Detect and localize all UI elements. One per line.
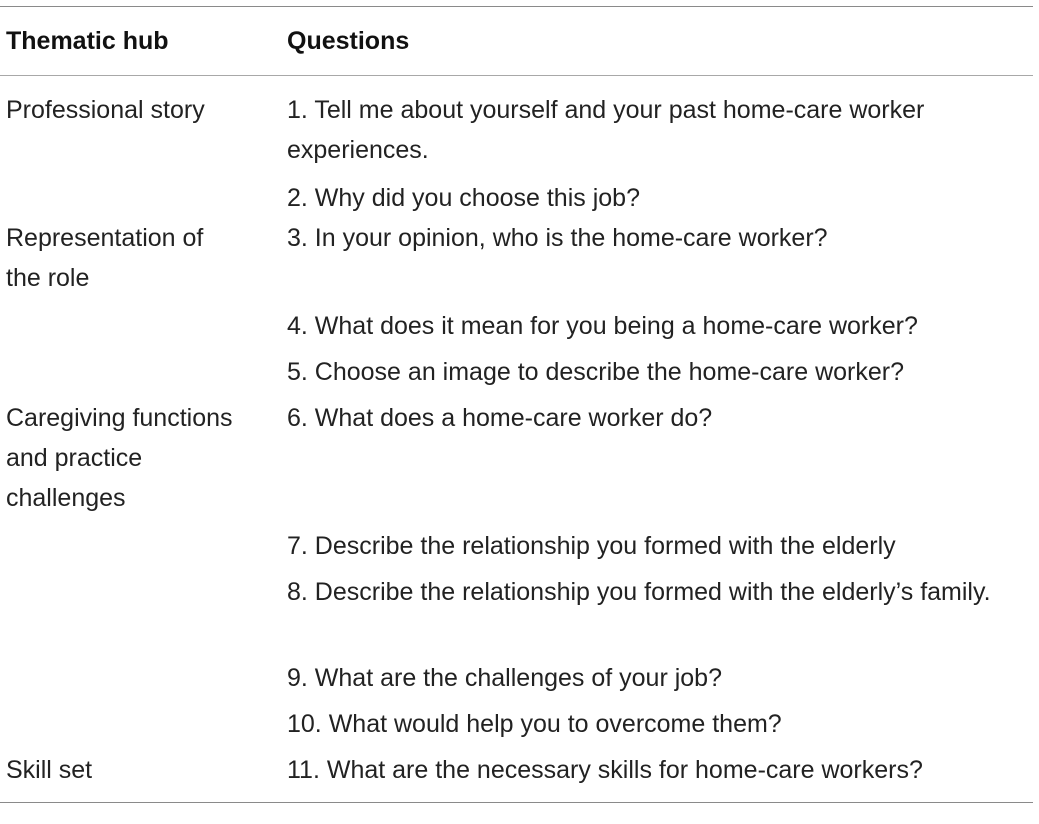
hub-cell: Representation of the role — [6, 224, 204, 292]
header-row — [0, 7, 1033, 75]
question-cell: 3. In your opinion, who is the home-care worker? — [287, 224, 828, 252]
table-row — [0, 306, 1033, 352]
question-cell: 5. Choose an image to describe the home-care worker? — [287, 358, 904, 386]
question-cell: 2. Why did you choose this job? — [287, 184, 640, 212]
hub-cell — [0, 526, 285, 572]
table-row — [0, 750, 1033, 802]
bottom-rule — [0, 802, 1033, 803]
table-row — [0, 172, 1033, 218]
question-cell: 1. Tell me about yourself and your past home-care worker experiences. — [287, 96, 925, 164]
question-cell: 6. What does a home-care worker do? — [287, 404, 713, 432]
header-thematic-hub: Thematic hub — [6, 26, 169, 55]
table-row — [0, 90, 1033, 172]
questions-table — [0, 6, 1033, 803]
hub-cell: Professional story — [6, 96, 205, 124]
hub-cell — [0, 572, 285, 658]
header-rule — [0, 75, 1033, 76]
table-header — [0, 7, 1033, 75]
question-cell: 8. Describe the relationship you formed with the elderly’s family. — [287, 578, 991, 606]
question-cell: 4. What does it mean for you being a home-care worker? — [287, 312, 918, 340]
table-row — [0, 398, 1033, 526]
hub-cell — [0, 658, 285, 704]
hub-cell: Skill set — [6, 756, 93, 784]
hub-cell: Caregiving functions and practice challenges — [6, 404, 233, 512]
table-body — [0, 90, 1033, 802]
hub-cell — [0, 704, 285, 750]
hub-cell — [0, 352, 285, 398]
table-row — [0, 218, 1033, 306]
question-cell: 9. What are the challenges of your job? — [287, 664, 722, 692]
table-row — [0, 526, 1033, 572]
question-cell: 10. What would help you to overcome them? — [287, 710, 782, 738]
table-row — [0, 572, 1033, 658]
hub-cell — [0, 306, 285, 352]
question-cell: 7. Describe the relationship you formed with the elderly — [287, 532, 896, 560]
hub-cell — [0, 172, 285, 218]
question-cell: 11. What are the necessary skills for home-care workers? — [287, 756, 923, 784]
table-row — [0, 704, 1033, 750]
header-questions: Questions — [287, 26, 410, 55]
table-row — [0, 658, 1033, 704]
table-row — [0, 352, 1033, 398]
